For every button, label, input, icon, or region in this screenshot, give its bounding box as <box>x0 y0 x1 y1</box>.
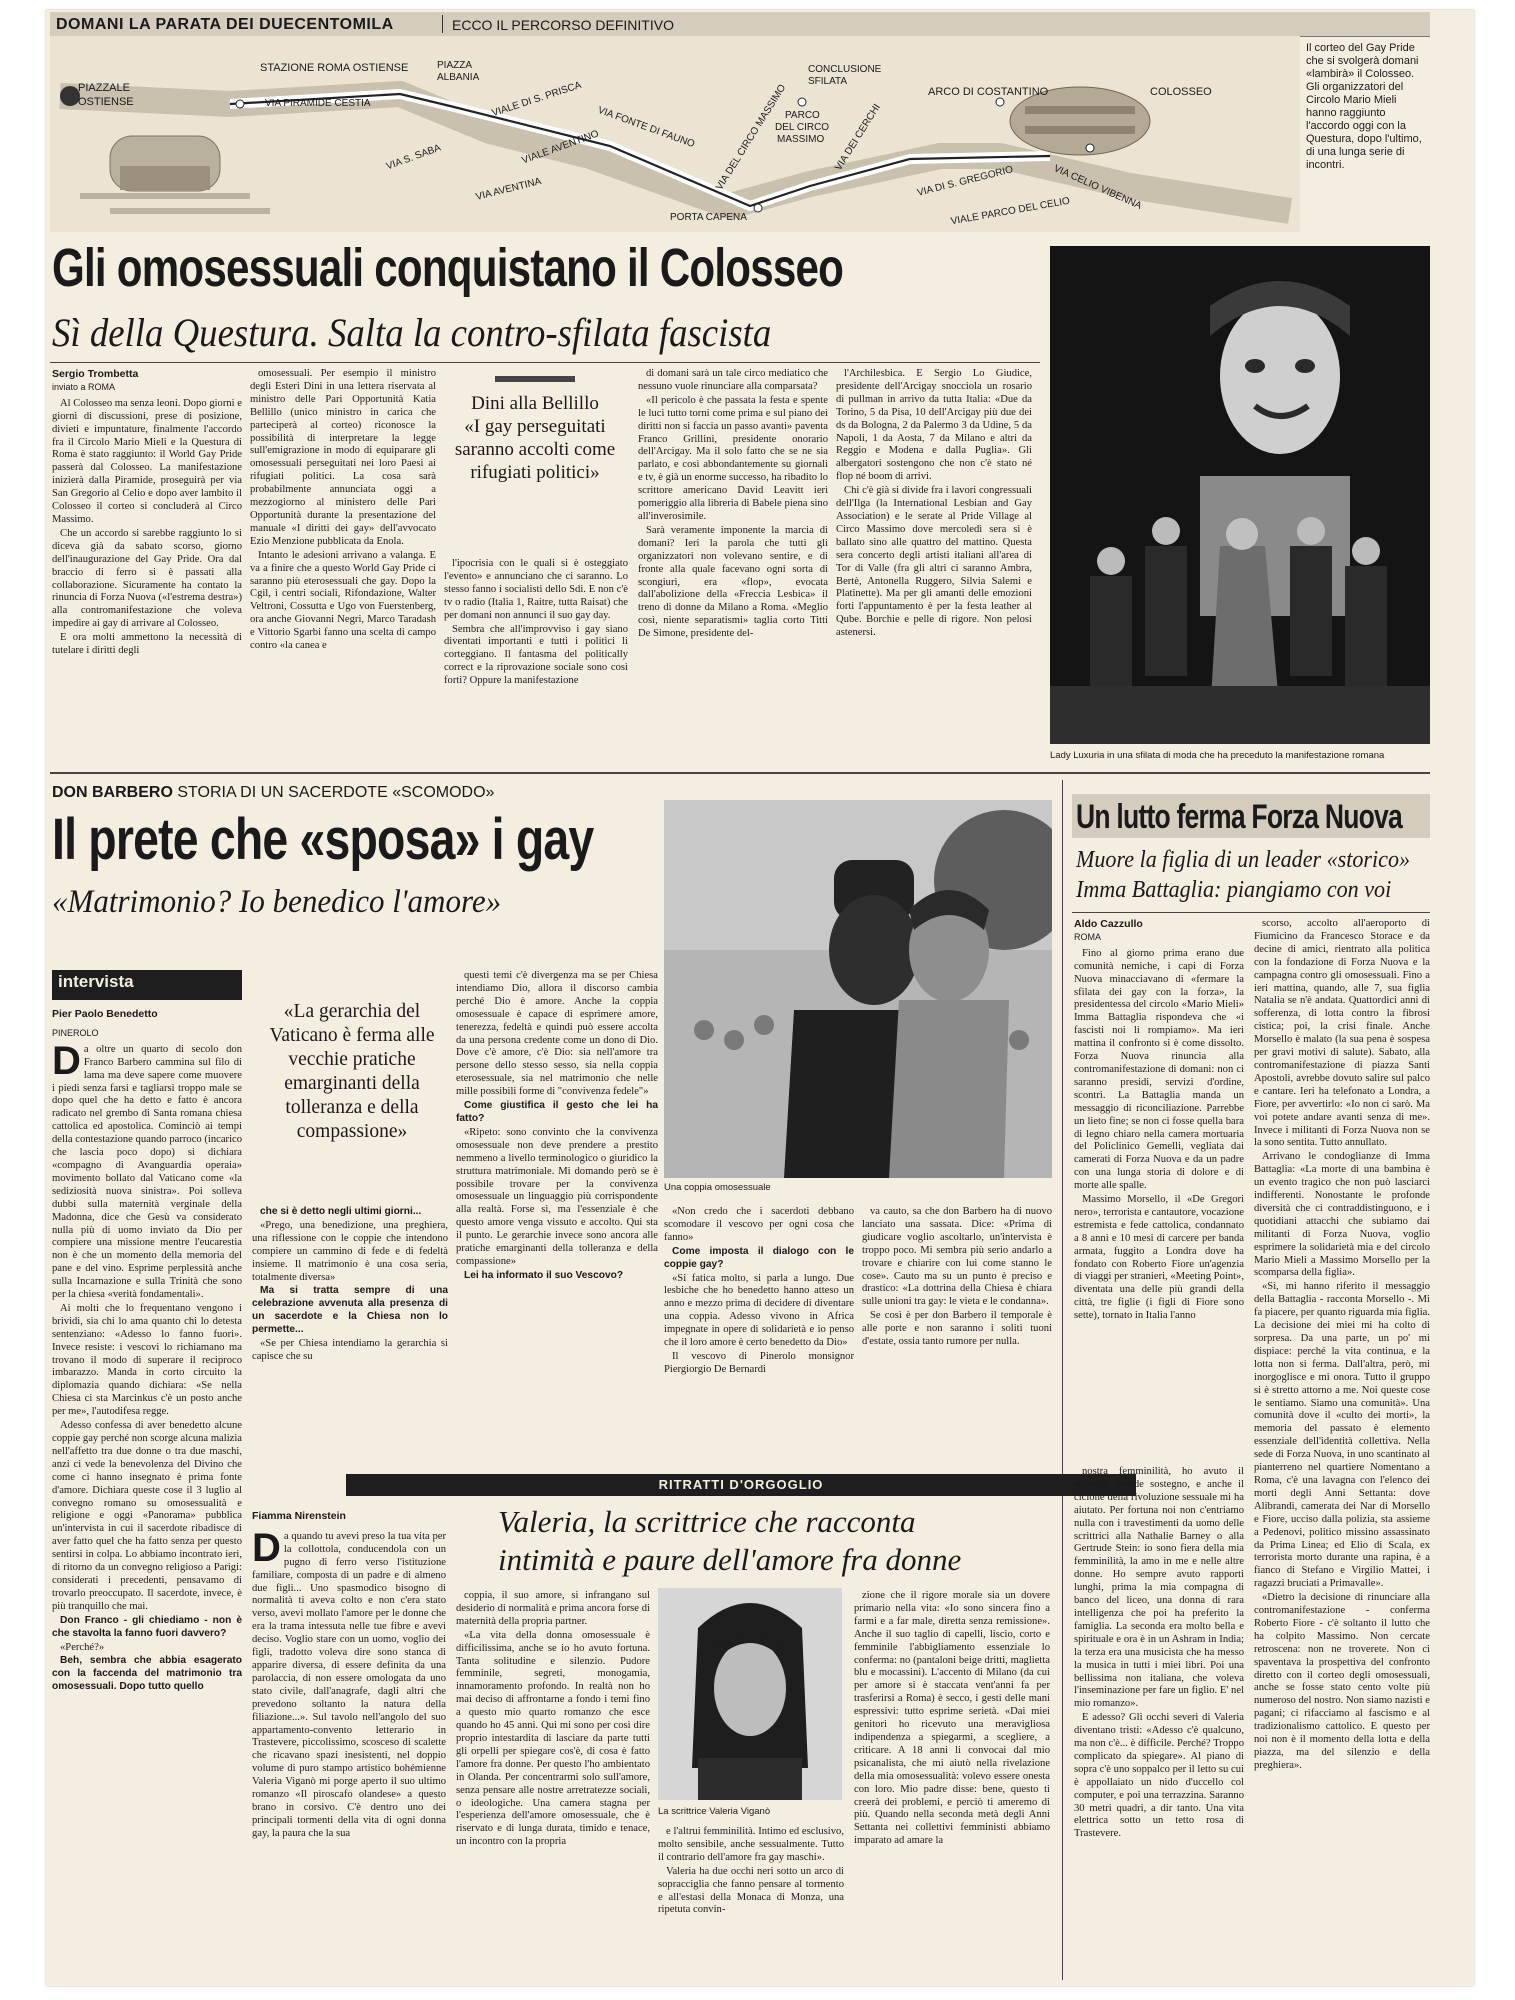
top-place: inviato a ROMA <box>52 381 116 392</box>
map-label-sfilata: SFILATA <box>808 76 848 87</box>
map-label-capena: PORTA CAPENA <box>670 212 747 223</box>
top-col-1 <box>52 368 242 764</box>
map-kicker: DOMANI LA PARATA DEI DUECENTOMILA <box>56 16 394 33</box>
bottom-headline-2: intimità e paure dell'amore fra donne <box>498 1542 962 1577</box>
map-label-piazzale: PIAZZALE <box>78 82 130 94</box>
top-col4-p2: «Il pericolo è che passata la festa e spente le luci tutto torni come prima e sul piano dei diritti non si faccia un passo avanti» paventa Franco Grillini, presidente onorario dell'Arcigay. Ma il solo fatto che se ne sia parlato, e così abbondantemente su giornali e tv, è già un enorme successo, ha ribadito lo scrittore americano David Leavitt ieri pomeriggio alla libreria di Babele piena sino all'inverosimile. <box>638 394 828 522</box>
mid-col3-q2: Lei ha informato il suo Vescovo? <box>464 1269 624 1281</box>
right-col2-p1: scorso, accolto all'aeroporto di Fiumicino da Francesco Storace e da decine di amici, rientrato alla politica con la fondazione di Forza Nuova e la campagna contro gli omosessuali. Fino a ieri mattina, quando, alle 7, sua figlia Natalia se n'è andata. Quattordici anni di sofferenza, di lotta contro la fibrosi cistica; poi, la crisi finale. Anche Morsello è malato (la sua pena è sospesa per gravi motivi di salute). Sabato, alla contromanifestazione di piazza Santi Apostoli, avrebbe dovuto salire sul palco e cantare. Ieri ha telefonato a Londra, a Fiore, per avvertirlo: «Io non ci sarò. Ma voi potete andare avanti senza di me». Invece i militanti di Forza Nuova non se la sono sentita. Tutto annullato. <box>1254 918 1430 1149</box>
bottom-col5-p2: E adesso? Gli occhi severi di Valeria diventano tristi: «Adesso c'è qualcuno, ma non c'è... è difficile. Perché? Troppo complicato da spiegare». Al piano di sopra c'è uno soppalco per il letto su cui è appollaiato un nido d'uccello col computer, e poi una terrazzina. Saranno 30 metri quadri, a dir tanto. Una vita elettrica sotto un tetto rosa di Trastevere. <box>1074 1712 1244 1840</box>
map-label-parco3: MASSIMO <box>777 134 825 145</box>
handwritten-stamp <box>0 1150 36 1510</box>
section-rule-1 <box>50 772 1430 774</box>
bottom-kicker: RITRATTI D'ORGOGLIO <box>658 1477 824 1492</box>
map-label-prisca: VIALE DI S. PRISCA <box>490 79 583 120</box>
top-subhead: Sì della Questura. Salta la contro-sfilata fascista <box>52 310 772 355</box>
bottom-col2-p1: coppia, il suo amore, si infrangano sul desiderio di normalità e prima ancora forse di maternità della propria partner. <box>456 1590 650 1627</box>
right-place: ROMA <box>1074 931 1101 942</box>
bottom-col2-p2: «La vita della donna omosessuale è difficilissima, anche se io ho avuto fortuna. Tanta solitudine e silenzio. Pudore femminile, segreti, monogamia, innamoramento profondo. In realtà non ho mai deciso di affrontarne a fondo i temi fino a questo mio quarto romanzo che esce quando ho 45 anni. Qui mi sono per così dire proprio intestardita di lasciare da parte tutti gli orpelli per spiegare cos'è, di cosa è fatto l'amore fra donne. Per questo l'ho ambientato in Olanda. Per concentrarmi solo sull'amore, senza pensare alle nostre arretratezze sociali, o ideologiche. Una camera stagna per l'esperienza dell'amore omosessuale, che è riservato e di lunga durata, timido e tenace, un incontro con la propria <box>456 1629 650 1848</box>
map-label-gregorio: VIA DI S. GREGORIO <box>916 164 1015 199</box>
top-col2-p2: Intanto le adesioni arrivano a valanga. E va a finire che a questo World Gay Pride ci saranno più eterosessuali che gay. Dopo la Cgil, i centri sociali, Rifondazione, Walter Veltroni, Cossutta e Ugo von Fuerstenberg, ora anche Giovanni Negri, Marco Taradash e Vittorio Sgarbi fanno una scelta di campo contro «la canea e <box>250 549 436 652</box>
photo-gay-couple-caption: Una coppia omosessuale <box>664 1182 771 1193</box>
right-col-2 <box>1254 918 1430 1978</box>
top-col-3 <box>444 558 628 764</box>
mid-pullquote <box>252 1000 452 1144</box>
mid-col1-p3: Adesso confessa di aver benedetto alcune coppie gay perché non scorge alcuna malizia nell'affetto tra due donne o tra due maschi, anzi ci vede la benevolenza del Divino che come ci hanno insegnato è prima fonte d'amore. Dichiara queste cose il 3 luglio al convegno romano su omosessualità e religione e oggi «Panorama» pubblica un'intervista in cui il sacerdote ribadisce di aver fatto quel che ha fatto senza per questo sentirsi in colpa. Lo abbiamo incontrato ieri, di ritorno da un convegno religioso a Parigi: considerati i precedenti, pensavamo di trovarlo preoccupato. Il sacerdote, invece, è più tranquillo che mai. <box>52 1420 242 1612</box>
map-label-conclusione: CONCLUSIONE <box>808 64 882 75</box>
map-label-ostiense: OSTIENSE <box>78 96 134 108</box>
right-col2-p3: «Sì, mi hanno riferito il messaggio della Battaglia - racconta Morsello -. Mi fa piacere, per quanto riguarda mia figlia. La decisione dei miei mi ha colto di sorpresa. Da una parte, un po' mi dispiace: perché la vita continua, e la lotta non si ferma. Dall'altra, però, mi inorgoglisce e mi onora. Tutto il gruppo si è stretto attorno a me. Noi queste cose le sentiamo. Siamo una comunità». Una comunità dove il «culto dei morti», la memoria del passato è elemento essenziale dell'identità collettiva. Nella sede di Forza Nuova, in uno scantinato al pianterreno nel quartiere Nomentano a Roma, c'è una lavagna con l'elenco dei morti degli Anni Settanta: dove Alibrandi, camerata dei Nar di Morsello e Fiore, ucciso dalla polizia, sta assieme a Pedenovi, politico missino assassinato da Prima Linea; ed Elio di Scala, ex terrorista morto durante una rapina, è a fianco di Stefano e Virgilio Mattei, i ragazzi bruciati a Primavalle». <box>1254 1281 1430 1590</box>
top-col5-p2: Chi c'è già si divide fra i lavori congressuali dell'Ilga (la International Lesbian and Gay Association) e le serate al Pride Village al Circo Massimo dove mercoledì sera si è ballato sino alle quattro del mattino. Questa sera concerto degli artisti italiani all'area di Tor di Valle (fra gli altri ci saranno Ambra, Bertè, Antonella Ruggero, Silvia Salemi e Platinette). Ma per gli amanti delle emozioni forti l'appuntamento è per la festa leather al Qube. Borchie e pelle di rigore. Non pelosi astenersi. <box>836 485 1032 639</box>
top-col1-p3: E ora molti ammettono la necessità di tutelare i diritti degli <box>52 632 242 657</box>
map-label-colosseo: COLOSSEO <box>1150 86 1212 98</box>
photo-gay-couple-art <box>664 800 1052 1178</box>
photo-valeria-vigano-art <box>658 1588 842 1800</box>
mid-pullquote-text: «La gerarchia del Vaticano è ferma alle vecchie pratiche emarginanti della tolleranza e della compassione» <box>269 1001 435 1142</box>
photo-valeria-vigano <box>658 1588 842 1800</box>
photo-gay-couple <box>664 800 1052 1178</box>
map-label-aventina: VIA AVENTINA <box>474 176 543 203</box>
mid-col-1 <box>52 1008 242 1966</box>
mid-dropcap: D <box>52 1038 81 1083</box>
top-headline: Gli omosessuali conquistano il Colosseo <box>52 238 844 298</box>
mid-col2-a1: «Prego, una benedizione, una preghiera, una riflessione con le coppie che intendono compiere un cammino di fede e di fedeltà insieme. Il matrimonio è una cosa seria, totalmente diversa» <box>252 1219 448 1283</box>
right-col1-p2: Massimo Morsello, il «De Gregori nero», terrorista e cantautore, vocazione estremista e fede cattolica, condannato a 8 anni e 10 mesi di carcere per banda armata, fuggito a Londra dove ha fondato con Roberto Fiore un'agenzia di viaggi per stranieri, «Meeting Point», diventata una delle più grandi della città, tre figlie (i figli di Fiore sono sette), tornato in Italia l'anno <box>1074 1194 1244 1322</box>
mid-kicker <box>52 784 494 802</box>
map-kicker-secondary: ECCO IL PERCORSO DEFINITIVO <box>452 17 674 33</box>
newspaper-page <box>46 10 1474 1986</box>
top-col3-p2: Sembra che all'improvviso i gay siano diventati importanti e tutti i politici li corteggiano. Il fantasma del politically correct e la riprovazione sociale sono così forti? Oppure la manifestazione <box>444 623 628 687</box>
map-label-circo: VIA DEL CIRCO MASSIMO <box>714 82 789 193</box>
bottom-headline-1: Valeria, la scrittrice che racconta <box>498 1504 916 1539</box>
top-col4-p1: di domani sarà un tale circo mediatico che nessuno vuole rinunciare alla comparsata? <box>638 368 828 392</box>
top-col3-p1: l'ipocrisia con le quali si è osteggiato l'evento» e annunciano che ci saranno. Lo stesso fanno i socialisti dello Sdi. E non c'è tv o radio (Italia 1, Raitre, tutta Raisat) che per domani non annunci il suo gay day. <box>444 558 628 621</box>
top-pullquote-bar <box>495 376 575 382</box>
map-label-piazza: PIAZZA <box>437 60 473 71</box>
map-label-parco1: PARCO <box>785 110 820 121</box>
mid-kicker-rest: STORIA DI UN SACERDOTE «SCOMODO» <box>177 784 495 801</box>
mid-col4-p: Il vescovo di Pinerolo monsignor Piergiorgio De Bernardi <box>664 1350 854 1375</box>
map-banner <box>50 12 1430 232</box>
top-col1-p2: Che un accordo si sarebbe raggiunto lo si diceva già da sabato scorso, giorno dell'inaugurazione del Gay Pride. Ora dal braccio di ferro si è passati alla collaborazione. Sicuramente ha contato la rinuncia di Forza Nuova («l'estrema destra») alla contromanifestazione che voleva impedire ai gay di arrivare al Colosseo. <box>52 527 242 630</box>
map-label-stazione: STAZIONE ROMA OSTIENSE <box>260 62 409 74</box>
top-col-4 <box>638 368 828 764</box>
mid-tag: intervista <box>58 972 134 991</box>
top-col-2 <box>250 368 436 764</box>
bottom-col-5 <box>1074 1466 1244 1976</box>
mid-col1-q2: Beh, sembra che abbia esagerato con la faccenda del matrimonio tra omosessuali. Dopo tutto quello <box>52 1655 242 1693</box>
right-headline: Un lutto ferma Forza Nuova <box>1076 798 1402 836</box>
top-byline: Sergio Trombetta <box>52 368 139 380</box>
mid-col4-q1: Come imposta il dialogo con le coppie gay? <box>664 1245 854 1270</box>
map-label-arco: ARCO DI COSTANTINO <box>928 86 1049 98</box>
map-label-albania: ALBANIA <box>437 72 480 83</box>
photo-lady-luxuria-caption: Lady Luxuria in una sfilata di moda che ha preceduto la manifestazione romana <box>1050 750 1385 761</box>
map-label-parco2: DEL CIRCO <box>775 122 830 133</box>
mid-col-2 <box>252 1206 448 1466</box>
bottom-dropcap: D <box>252 1525 281 1570</box>
mid-col-5 <box>862 1206 1052 1466</box>
mid-col1-q1: Don Franco - gli chiediamo - non è che stavolta la fanno fuori davvero? <box>52 1614 242 1639</box>
mid-col3-p1: questi temi c'è divergenza ma se per Chiesa intendiamo Dio, allora il discorso cambia perché Dio è amore. Anche la coppia omosessuale è capace di esprimere amore, tenerezza, fedeltà e quindi può essere accolta da una persona credente come un dono di Dio. Dove c'è amore, c'è Dio: sia nell'amore tra persone dello stesso sesso, sia nella coppia eterosessuale, sia nel matrimonio che nelle mille possibili forme di "convivenza fedele"» <box>456 970 658 1098</box>
top-col4-p3: Sarà veramente imponente la marcia di domani? Ieri la parola che tutti gli organizzatori non volevano sentire, e di fronte alla quale facevano ogni sorta di scongiuri, era «flop», evocata dall'abolizione della «Freccia Lesbica» il treno di donne da Milano a Roma. «Meglio così, niente separatismi» taglia corto Titti De Simone, presidente del- <box>638 524 828 640</box>
photo-lady-luxuria <box>1050 246 1430 744</box>
mid-col3-q1: Come giustifica il gesto che lei ha fatto? <box>456 1100 658 1124</box>
top-col5-p1: l'Archilesbica. E Sergio Lo Giudice, presidente dell'Arcigay snocciola un rosario di pullman in arrivo da tutta Italia: «Due da Torino, 5 da Pisa, 10 dell'Arcigay più due dei ds da Bologna, 2 da Palermo 3 da Udine, 5 da Napoli, 1 da Aosta, 7 da Milano e altri da Reggio e Modena e dalla Puglia». Gli albergatori sostengono che non c'è stato né flop né boom di arrivi. <box>836 368 1032 483</box>
mid-col4-a1: «Si fatica molto, si parla a lungo. Due lesbiche che ho benedetto hanno atteso un anno e mezzo prima di decidere di diventare una coppia. Adesso vivono in Africa impegnate in opere di solidarietà e io penso che il loro amore è certo benedetto da Dio» <box>664 1272 854 1349</box>
right-divider <box>1062 780 1063 1980</box>
bottom-byline: Fiamma Nirenstein <box>252 1510 346 1522</box>
mid-col1-p1: a oltre un quarto di secolo don Franco Barbero cammina sul filo di lama ma deve sapere come muovere i piedi senza farsi e tagliarsi troppo male se dopo quel che ha detto e fatto è ancora radicato nel grembo di Santa romana chiesa cattolica ed apostolica. Cominciò ai tempi della contestazione quando parroco (incarico che lascia poco dopo) si dichiara «compagno di Avanguardia operaia» movimento bollato dal Vaticano come «la sediziosità nuova sinistra». Poi solleva dubbi sulla maternità verginale della Madonna, dice che Gesù va considerato nulla più di uomo inviato da Dio per compiere una missione mentre l'eucarestia non è che un momento della memoria del pane e del vino. Esprime perplessità anche sulla Incarnazione e sulla Trinità che sono per la chiesa «verità fondamentali». <box>52 1043 242 1301</box>
top-pullquote-text: «I gay perseguitati saranno accolti come rifugiati politici» <box>454 416 616 483</box>
mid-subhead: «Matrimonio? Io benedico l'amore» <box>52 884 502 920</box>
map-label-saba: VIA S. SABA <box>384 142 443 173</box>
top-rule <box>50 362 1040 363</box>
right-rule <box>1072 912 1430 913</box>
right-byline: Aldo Cazzullo <box>1074 918 1143 930</box>
top-pullquote <box>446 376 624 484</box>
mid-col3-a1: «Ripeto: sono convinto che la convivenza omosessuale non deve prendere a prestito nemmeno a livello terminologico o giuridico la struttura matrimoniale. Mi domando però se è possibile trovare per la convivenza omosessuale un linguaggio più corrispondente alla realtà. Forse sì, ma l'essenziale è che questo amore venga vissuto e accolto. Qui sta il punto. Le gerarchie invece sono ancora alle pratiche emarginanti della tolleranza e della compassione» <box>456 1126 658 1267</box>
map-label-piramide: VIA PIRAMIDE CESTIA <box>265 98 371 109</box>
mid-col2-q2: Ma si tratta sempre di una celebrazione avvenuta alla presenza di un sacerdote e la Chiesa non lo permette... <box>252 1285 448 1336</box>
mid-col-4 <box>664 1206 854 1466</box>
mid-place: PINEROLO <box>52 1027 99 1038</box>
top-col1-p1: Al Colosseo ma senza leoni. Dopo giorni e giorni di discussioni, prese di posizione, divieti e impuntature, finalmente l'accordo fra il Circolo Mario Mieli e la Questura di Roma è stato raggiunto: il World Gay Pride passerà dal Colosseo. La manifestazione inizierà dalla Piramide, proseguirà per via San Gregorio al Celio e dopo aver lambito il Colosseo il corteo si concluderà al Circo Massimo. <box>52 397 242 525</box>
bottom-col1-p1: a quando tu avevi preso la tua vita per la collottola, conducendola con un pugno di ferro verso l'istituzione familiare, composta di un padre e di almeno due figli... Uno spasmodico bisogno di normalità ti aveva colto e non c'era stato verso, avevi mollato l'amore per le donne che era la trama intessuta nelle tue fibre e avevi deciso. Voglio stare con un uomo, voglio dei figli, tradotto voleva dire sono stanca di apparire diversa, di essere definita da una parolaccia, di non essere omologata da uno stato civile, dall'anagrafe, dagli altri che prevedono soltanto la natura della filiazione...». Sul tavolo nell'angolo del suo appartamento-convento letterario in Trastevere, piccolissimo, scosceso di scalette che ricavano spazi inesistenti, nel doppio volume di puro stampo artistico bohémienne Valeria Viganò mi porge aperto il suo ultimo romanzo «Il piroscafo olandese» a questo brano in corsivo. C'è dentro uno dei principali tormenti della vita di ogni donna gay, la paura che la sua <box>252 1530 446 1839</box>
map-note: Il corteo del Gay Pride che si svolgerà domani «lambirà» il Colosseo. Gli organizzatori del Circolo Mario Mieli hanno raggiunto l'accordo oggi con la Questura, dopo l'ultimo, di una lunga serie di incontri. <box>1306 42 1422 171</box>
map-kicker-divider <box>442 15 443 33</box>
mid-col-3 <box>456 970 658 1466</box>
right-col2-p4: «Dietro la decisione di rinunciare alla contromanifestazione - conferma Roberto Fiore - c'è soltanto il lutto che ha colpito Massimo. Non cercate retroscena: non ne troverete. Non ci spaventava la prospettiva del confronto diretto con il corteo degli omosessuali, anche se fosse stato cento volte più numeroso del nostro. Non siamo nazisti e pagani; ci rifacciamo al fascismo e al tradizionalismo cattolico. E questo per noi non è il momento della lotta e della piazza, ma del silenzio e della preghiera». <box>1254 1592 1430 1771</box>
top-col-5 <box>836 368 1032 764</box>
map-label-aventino: VIALE AVENTINO <box>520 128 601 167</box>
bottom-col-4 <box>854 1590 1050 1976</box>
mid-col2-a2: «Se per Chiesa intendiamo la gerarchia si capisce che su <box>252 1338 448 1362</box>
map-label-cerchi: VIA DEI CERCHI <box>833 102 883 173</box>
bottom-col5-p1: nostra femminilità, ho avuto il secondo grande sostegno, e anche il ciclone della rivoluzione sessuale mi ha aiutato. Per fortuna noi non c'entriamo nulla con i travestimenti da uomo delle scrittrici alla Nathalie Barney o alla Gertrude Stein: io sono fiera della mia femminilità, la amo in me e nelle altre donne. Ho sempre avuto rapporti lunghi, prima la mia compagna di banco del liceo, una donna di rara intelligenza che poi ha preferito la famiglia. La seconda era molto bella e spirituale e ora è in un Ashram in India; la terza era una musicista che ha messo la musica in tutti i miei libri. Poi una bellissima non italiana, che voleva l'inseminazione per fare un figlio. E' nel mio romanzo». <box>1074 1466 1244 1710</box>
bottom-col4-p0: zione che il rigore morale sia un dovere primario nella vita: «Io sono sincera fino a farmi e a far male, diretta senza remissione». Anche il suo taglio di capelli, liscio, corto e femminile l'abbigliamento essenziale lo conferma: no (pantaloni beige dritti, maglietta blu e mocassini). L'accento di Milano (da cui per amore si è staccata vent'anni fa per trasferirsi a Roma) è secco, i gesti delle mani espressivi: tutto esprime serietà. «Dai miei genitori ho ricevuto una meravigliosa indipendenza a spiegarmi, a scegliere, a criticare. A 18 anni li convocai dal mio psicanalista, che mi aiutò nella rivelazione della mia omosessualità: volevo essere onesta con loro. Mio padre disse: bene, questo ti creerà dei problemi, e perciò ti ameremo di più. Quando nella seconda metà degli Anni Settanta nei collettivi femministi abbiamo imparato ad amare la <box>854 1590 1050 1847</box>
mid-headline: Il prete che «sposa» i gay <box>52 807 594 872</box>
mid-col4-a0: «Non credo che i sacerdoti debbano scomodare il vescovo per ogni cosa che fanno» <box>664 1206 854 1243</box>
bottom-col-2 <box>456 1590 650 1976</box>
map-label-celio: VIALE PARCO DEL CELIO <box>949 195 1071 228</box>
right-col-1 <box>1074 918 1244 1460</box>
mid-col5-p1: va cauto, sa che don Barbero ha di nuovo lanciato una sassata. Dice: «Prima di giudicare voglio ascoltarlo, un'intervista è troppo poco. Mi sembra più serio andarlo a trovare e chiarire con lui come stanno le cose». Cauto ma su un punto è preciso e drastico: «La dottrina della Chiesa è chiara sulle unioni tra gay: le vieta e le condanna». <box>862 1206 1052 1308</box>
bottom-col-3b <box>658 1826 844 1976</box>
top-col2-p1: omosessuali. Per esempio il ministro degli Esteri Dini in una lettera riservata al ministro delle Pari Opportunità Katia Bellillo (unico ministro in carica che parteciperà al corteo) riconosce la possibilità di interpretare la legge sull'emigrazione in modo di equiparare gli omosessuali perseguitati nei loro Paesi ai rifugiati politici. La cosa sarà probabilmente annunciata oggi a mezzogiorno al ministero delle Pari Opportunità durante la presentazione del manuale «I diritti dei gay» dell'avvocato Ezio Menzione pubblicata da Enola. <box>250 368 436 547</box>
map-label-fauno: VIA FONTE DI FAUNO <box>596 104 697 151</box>
right-sub1: Muore la figlia di un leader «storico» <box>1076 847 1411 873</box>
right-col2-p2: Arrivano le condoglianze di Imma Battaglia: «La morte di una bambina è un evento tragico che non può lasciarci indifferenti. Nonostante le profonde diversità che ci contraddistinguono, e i quotidiani attacchi che subiamo dai militanti di Forza Nuova, voglio esprimere la solidarietà mia e del circolo Mario Mieli a Massimo Morsello per la scomparsa della figlia». <box>1254 1151 1430 1279</box>
bottom-col-1 <box>252 1510 446 1976</box>
mid-col5-p2: Se così è per don Barbero il temporale è alle porte e non saranno i soliti tuoni d'estate, ossia tanto rumore per nulla. <box>862 1310 1052 1348</box>
mid-byline: Pier Paolo Benedetto <box>52 1008 158 1020</box>
photo-lady-luxuria-art <box>1050 246 1430 744</box>
mid-col1-a1: «Perché?» <box>60 1641 105 1653</box>
photo-valeria-vigano-caption: La scrittrice Valeria Viganò <box>658 1806 771 1817</box>
right-sub2: Imma Battaglia: piangiamo con voi <box>1076 877 1392 903</box>
right-col1-p1: Fino al giorno prima erano due comunità nemiche, i capi di Forza Nuova minacciavano di «fermare la sfilata dei gay con la forza», la presidentessa del circolo «Mario Mieli» Imma Battaglia rispondeva che «i fascisti noi li rompiamo». Ma ieri mattina il confronto si è come dissolto. Forza Nuova rinuncia alla contromanifestazione di domani: non ci saranno presidi, servizi d'ordine, scontri. La Battaglia manda un messaggio di riconciliazione. Parrebbe un lieto fine; se non ci fosse quella bara di legno chiaro nella camera mortuaria del Policlinico Gemelli, vegliata dai camerati di Forza Nuova e da un padre con una lunga storia di dolore e di morte alle spalle. <box>1074 947 1244 1192</box>
mid-col1-p2: Ai molti che lo frequentano vengono i brividi, sia chi lo ama quanto chi lo detesta sentenziano: «Adesso lo fanno fuori». Invece resiste: i vescovi lo richiamano ma trovano il modo di superare il reciproco imbarazzo. Manda in corto circuito la diplomazia quando dichiara: «Se nella Chiesa ci sta Marcinkus c'è un posto anche per me», l'autodifesa regge. <box>52 1302 242 1418</box>
bottom-col3-p3: Valeria ha due occhi neri sotto un arco di sopracciglia che fanno pensare al tormento e all'estasi della Monaca di Monza, una ripetuta convin- <box>658 1865 844 1916</box>
mid-col2-q1: che si è detto negli ultimi giorni... <box>260 1206 422 1217</box>
map-label-vibenna: VIA CELIO VIBENNA <box>1051 163 1144 212</box>
top-pullquote-title: Dini alla Bellillo <box>471 393 599 414</box>
mid-kicker-bold: DON BARBERO <box>52 784 173 801</box>
bottom-col3-p2: e l'altrui femminilità. Intimo ed esclusivo, molto sensibile, anche sessualmente. Tutto il contrario dell'amore fra gay maschi». <box>658 1826 844 1863</box>
